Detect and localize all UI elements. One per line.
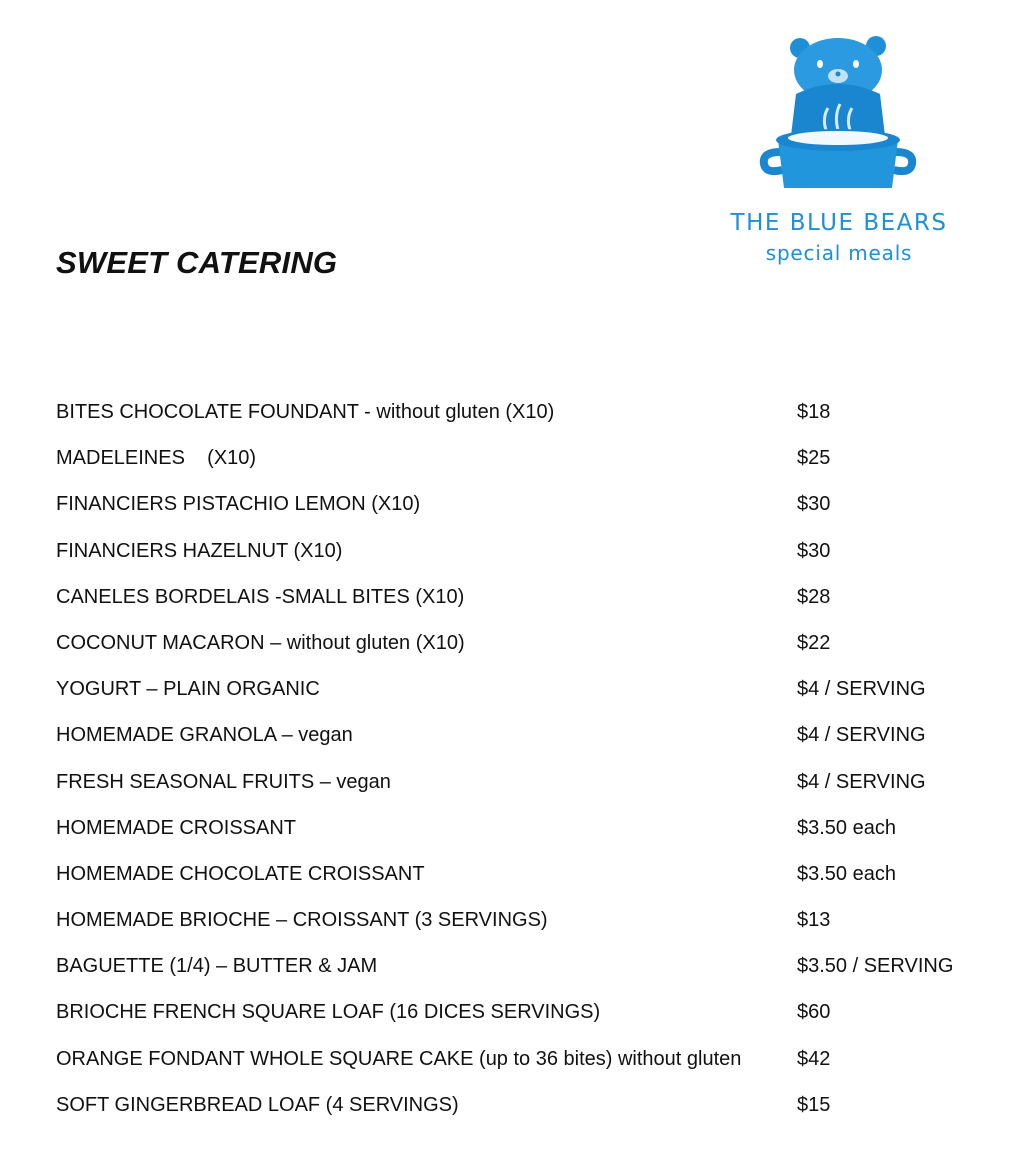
item-price: $42 bbox=[797, 1047, 831, 1070]
menu-item bbox=[56, 1089, 976, 1135]
brand-tagline: special meals bbox=[765, 241, 913, 265]
menu-item bbox=[56, 396, 976, 442]
item-price: $18 bbox=[797, 401, 831, 423]
menu-item bbox=[56, 766, 976, 812]
item-price: $28 bbox=[797, 585, 831, 608]
menu-item bbox=[56, 581, 976, 627]
menu-item bbox=[56, 488, 976, 534]
item-price: $22 bbox=[797, 631, 831, 654]
item-price: $30 bbox=[797, 493, 831, 516]
item-price: $3.50 each bbox=[797, 862, 896, 885]
brand-logo bbox=[722, 30, 958, 280]
page-title: SWEET CATERING bbox=[56, 245, 338, 280]
item-name: FINANCIERS PISTACHIO LEMON (X10) bbox=[56, 493, 421, 516]
item-price: $3.50 / SERVING bbox=[797, 955, 954, 978]
item-price: $3.50 each bbox=[797, 816, 896, 839]
item-name: HOMEMADE CHOCOLATE CROISSANT bbox=[56, 862, 425, 885]
menu-item bbox=[56, 812, 976, 858]
item-name: CANELES BORDELAIS -SMALL BITES (X10) bbox=[56, 585, 465, 608]
item-name: FINANCIERS HAZELNUT (X10) bbox=[56, 539, 343, 562]
item-name: SOFT GINGERBREAD LOAF (4 SERVINGS) bbox=[56, 1093, 459, 1116]
item-price: $4 / SERVING bbox=[797, 770, 926, 793]
menu-item bbox=[56, 535, 976, 581]
menu-item bbox=[56, 719, 976, 765]
item-name: HOMEMADE CROISSANT bbox=[56, 816, 297, 839]
menu-item bbox=[56, 858, 976, 904]
item-price: $15 bbox=[797, 1093, 831, 1116]
item-name: BRIOCHE FRENCH SQUARE LOAF (16 DICES SERVINGS) bbox=[56, 1001, 601, 1024]
menu-list bbox=[56, 396, 976, 1135]
item-price: $25 bbox=[797, 447, 831, 470]
item-name: ORANGE FONDANT WHOLE SQUARE CAKE (up to 36 bites) without gluten bbox=[56, 1047, 742, 1070]
item-price: $4 / SERVING bbox=[797, 678, 926, 701]
menu-item bbox=[56, 1043, 976, 1089]
item-name: BAGUETTE (1/4) – BUTTER & JAM bbox=[56, 955, 378, 978]
item-price: $60 bbox=[797, 1001, 831, 1024]
item-name: HOMEMADE GRANOLA – vegan bbox=[56, 724, 353, 747]
item-name: YOGURT – PLAIN ORGANIC bbox=[56, 678, 320, 701]
menu-item bbox=[56, 627, 976, 673]
item-name: HOMEMADE BRIOCHE – CROISSANT (3 SERVINGS) bbox=[56, 909, 548, 932]
menu-item bbox=[56, 950, 976, 996]
item-name: FRESH SEASONAL FRUITS – vegan bbox=[56, 770, 391, 793]
menu-item bbox=[56, 442, 976, 488]
item-price: $13 bbox=[797, 909, 831, 932]
item-price: $30 bbox=[797, 539, 831, 562]
menu-item bbox=[56, 996, 976, 1042]
item-name: BITES CHOCOLATE FOUNDANT - without gluten (X10) bbox=[56, 401, 555, 423]
brand-name: THE BLUE BEARS bbox=[730, 210, 948, 236]
item-price: $4 / SERVING bbox=[797, 724, 926, 747]
item-name: MADELEINES (X10) bbox=[56, 447, 257, 470]
menu-item bbox=[56, 673, 976, 719]
menu-item bbox=[56, 904, 976, 950]
blue-bear-with-pot-icon bbox=[756, 34, 920, 192]
item-name: COCONUT MACARON – without gluten (X10) bbox=[56, 631, 465, 654]
